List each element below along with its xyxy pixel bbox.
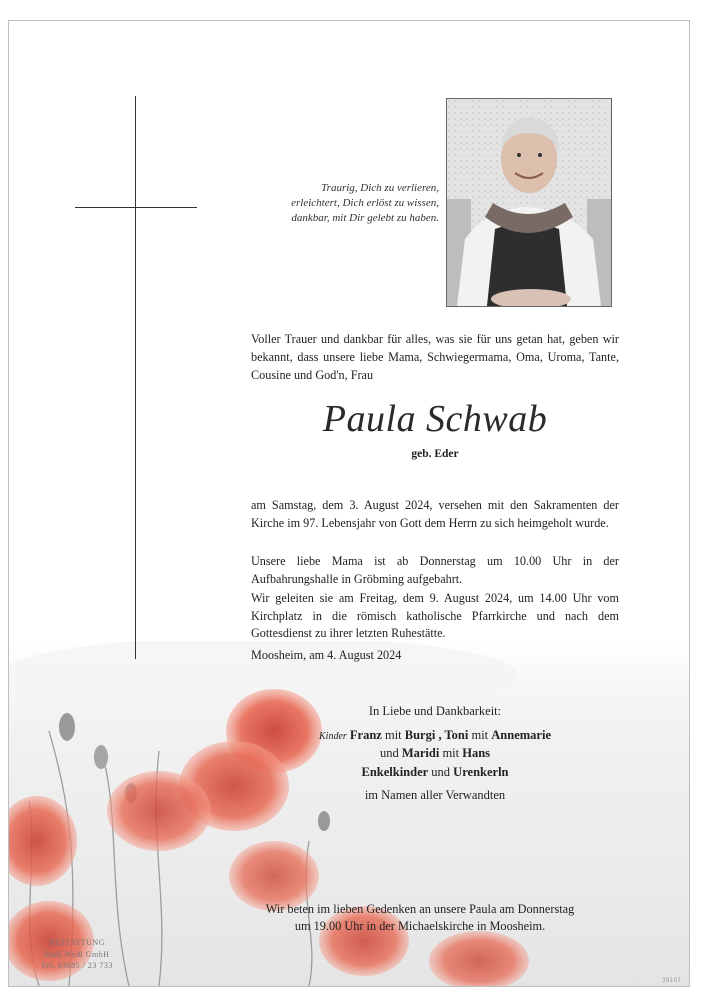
cross-horizontal-bar bbox=[75, 207, 197, 208]
mourner-connector: und bbox=[428, 765, 454, 779]
memorial-mass-notice bbox=[159, 901, 681, 935]
mourner-name: Enkelkinder bbox=[361, 765, 429, 779]
kinder-label: Kinder bbox=[319, 731, 347, 742]
intro-text: Voller Trauer und dankbar für alles, was sie für uns getan hat, geben wir bekannt, dass unsere liebe Mama, Schwiegermama, Oma, Uroma, Tante, Cousine und God'n, Frau bbox=[251, 332, 619, 382]
place-date: Moosheim, am 4. August 2024 bbox=[251, 648, 402, 662]
maiden-name: geb. Eder bbox=[411, 448, 459, 460]
mourner-name: Burgi bbox=[404, 728, 436, 742]
mourner-connector: mit bbox=[381, 728, 405, 742]
portrait-photo bbox=[446, 98, 612, 307]
deceased-name: Paula Schwab bbox=[322, 398, 548, 440]
mourner-name: Toni bbox=[444, 728, 469, 742]
print-code: 39107 bbox=[661, 977, 681, 984]
mourners-children-line-2 bbox=[251, 746, 619, 761]
viewing-paragraph: Unsere liebe Mama ist ab Donnerstag um 10.00 Uhr in der Aufbahrungshalle in Gröbming aufgebahrt. bbox=[251, 554, 619, 586]
funeral-home-line: Rudi Weiß GmbH bbox=[44, 949, 110, 959]
portrait-illustration bbox=[447, 99, 611, 306]
funeral-paragraph: Wir geleiten sie am Freitag, dem 9. August 2024, um 14.00 Uhr vom Kirchplatz in die römisch katholische Pfarrkirche und nach dem Gottesdienst zu ihrer letzten Ruhestätte. bbox=[251, 591, 619, 640]
funeral-home-line: Tel. 03685 / 23 733 bbox=[41, 961, 113, 970]
mourner-connector: mit bbox=[439, 746, 463, 760]
death-announcement-paragraph: am Samstag, dem 3. August 2024, versehen mit den Sakramenten der Kirche im 97. Lebensjahr von Gott dem Herrn zu sich heimgeholt wurde. bbox=[251, 498, 619, 530]
mourner-name: Hans bbox=[462, 746, 491, 760]
mourner-name: Maridi bbox=[401, 746, 440, 760]
mourner-name: Urenkerln bbox=[453, 765, 509, 779]
mourner-connector: und bbox=[379, 746, 402, 760]
cross-vertical-bar bbox=[135, 96, 136, 659]
verse-line: erleichtert, Dich erlöst zu wissen, bbox=[291, 197, 439, 209]
verse-line: dankbar, mit Dir gelebt zu haben. bbox=[291, 212, 439, 224]
memorial-verse bbox=[259, 181, 439, 226]
mourner-name: Annemarie bbox=[491, 728, 551, 742]
funeral-home-imprint bbox=[27, 937, 127, 972]
funeral-home-line: BESTATTUNG bbox=[49, 938, 105, 947]
closing-line: Wir beten im lieben Gedenken an unsere Paula am Donnerstag bbox=[265, 902, 575, 916]
mourners-grandchildren-line bbox=[251, 765, 619, 780]
mourners-relatives-line: im Namen aller Verwandten bbox=[364, 788, 506, 802]
mourners-children-line bbox=[251, 728, 619, 743]
mourner-connector: mit bbox=[468, 728, 492, 742]
closing-line: um 19.00 Uhr in der Michaelskirche in Moosheim. bbox=[294, 919, 546, 933]
mourner-name: Franz bbox=[349, 728, 382, 742]
mourner-connector: , bbox=[435, 728, 445, 742]
obituary-card bbox=[8, 20, 690, 987]
mourners-heading: In Liebe und Dankbarkeit: bbox=[368, 704, 502, 718]
verse-line: Traurig, Dich zu verlieren, bbox=[321, 182, 439, 194]
